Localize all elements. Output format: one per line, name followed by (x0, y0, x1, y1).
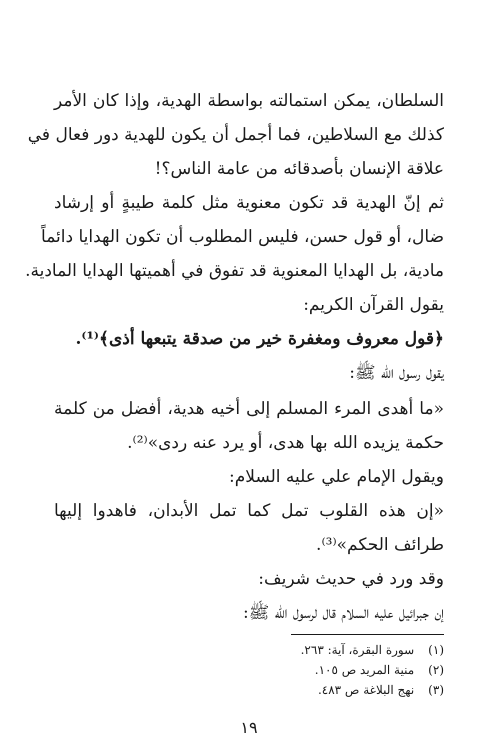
paragraph-line-2: كذلك مع السلاطين، فما أجمل أن يكون للهدية دور فعال في (27, 125, 444, 145)
paragraph-line-5: ضال، أو قول حسن، فليس المطلوب أن تكون الهدايا دائماً (41, 227, 444, 247)
footnote-2 (144, 660, 444, 680)
footnote-separator (291, 634, 444, 635)
footnote-3-number: (٣) (428, 683, 444, 697)
footnote-3 (144, 680, 444, 700)
footnote-3-text: نهج البلاغة ص ٤٨٣. (317, 683, 415, 697)
footnote-2-number: (٢) (428, 663, 444, 677)
jibril-line: إن جبرائيل عليه السلام قال لرسول الله ﷺ: (243, 603, 444, 623)
footnote-1-text: سورة البقرة، آية: ٢٦٣. (300, 643, 415, 657)
paragraph-line-3: علاقة الإنسان بأصدقائه من عامة الناس؟! (154, 159, 444, 179)
quran-intro: يقول القرآن الكريم: (303, 295, 444, 315)
hadith-intro: يقول رسول الله ﷺ: (349, 363, 444, 383)
imam-ali-intro: ويقول الإمام علي عليه السلام: (229, 467, 444, 487)
footnote-2-text: منية المريد ص ١٠٥. (314, 663, 415, 677)
quran-verse: ﴿قول معروف ومغفرة خير من صدقة يتبعها أذى﴾⁽¹⁾. (75, 329, 444, 349)
paragraph-line-6: مادية، بل الهدايا المعنوية قد تفوق في أهميتها الهدايا المادية. (25, 261, 444, 281)
footnote-1-number: (١) (428, 643, 444, 657)
hadith-line-2: حكمة يزيده الله بها هدى، أو يرد عنه ردى»⁽²⁾. (127, 433, 444, 453)
page-number: ١٩ (240, 718, 258, 737)
footnote-1 (144, 640, 444, 660)
imam-ali-quote-2: طرائف الحكم»⁽³⁾. (316, 535, 444, 555)
hadith-sharif-intro: وقد ورد في حديث شريف: (258, 569, 444, 589)
paragraph-line-4: ثم إنّ الهدية قد تكون معنوية مثل كلمة طيبةٍ أو إرشاد (54, 193, 444, 213)
hadith-line-1: «ما أهدى المرء المسلم إلى أخيه هدية، أفضل من كلمة (54, 399, 444, 419)
imam-ali-quote-1: «إن هذه القلوب تمل كما تمل الأبدان، فاهدوا إليها (54, 501, 444, 521)
paragraph-line-1: السلطان، يمكن استمالته بواسطة الهدية، وإذا كان الأمر (54, 91, 444, 111)
